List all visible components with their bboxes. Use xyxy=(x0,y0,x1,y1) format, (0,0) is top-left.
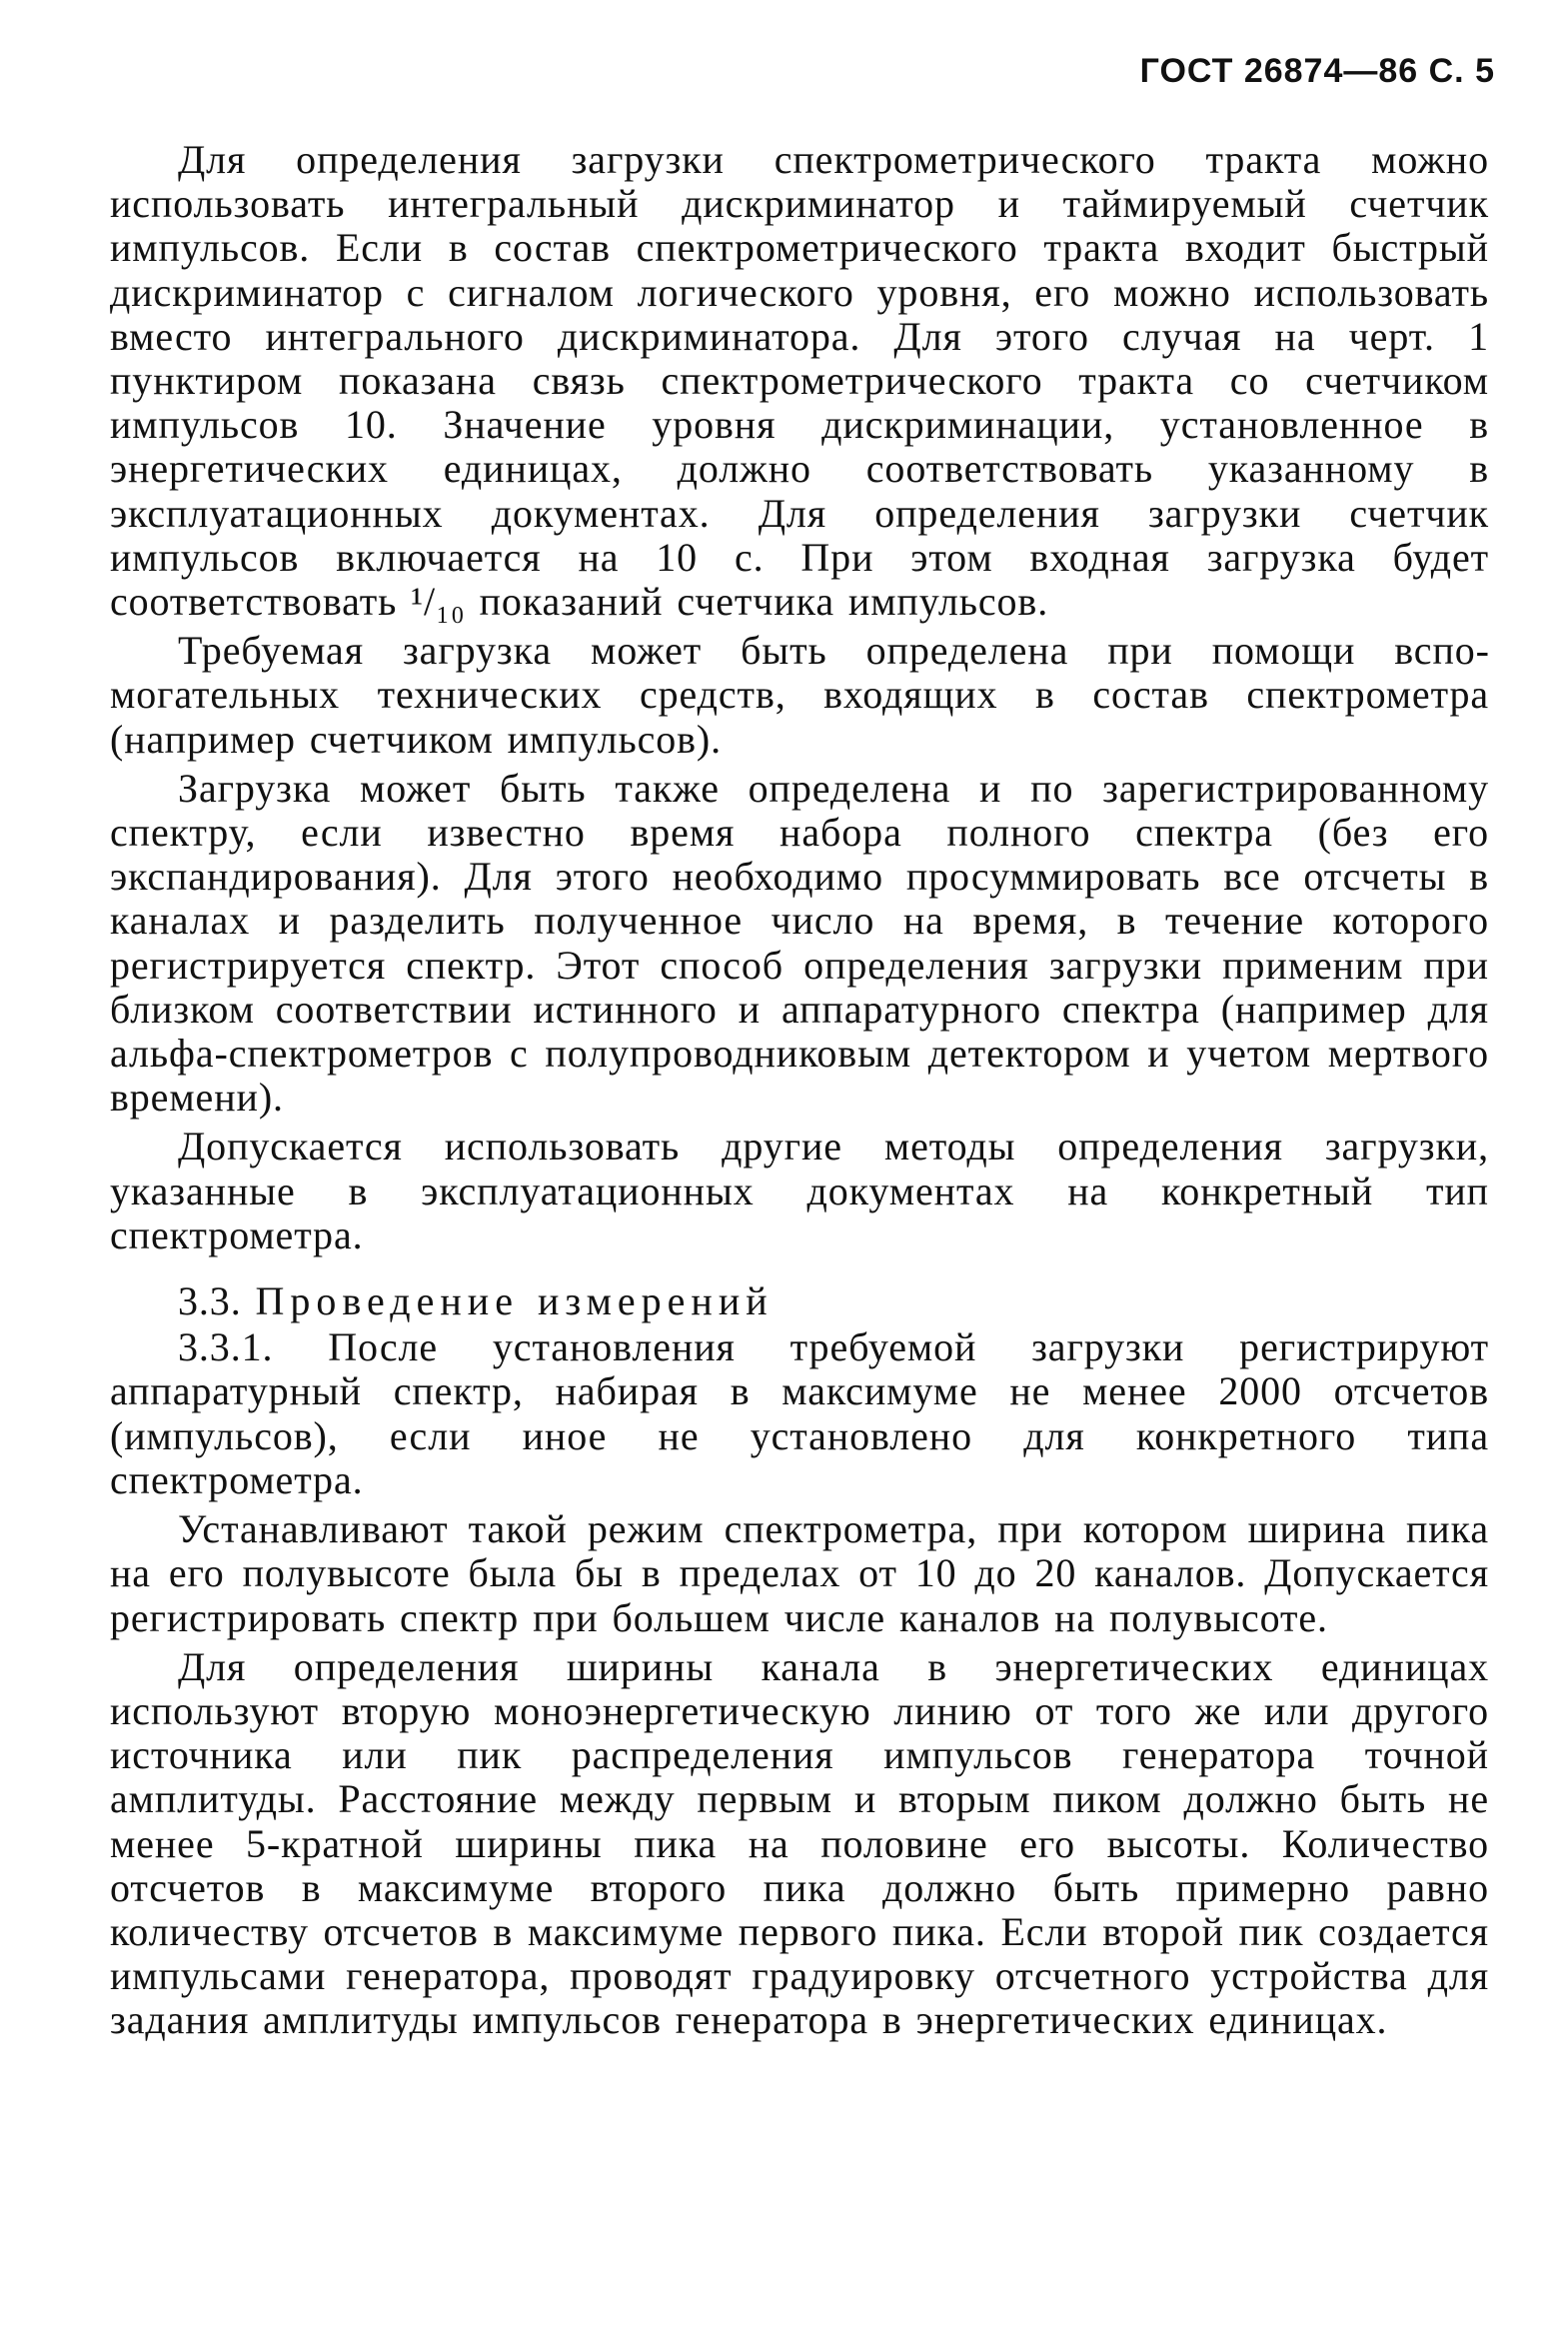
paragraph-required-load: Требуемая загрузка может быть определена при помощи вспомогательных технических средств, входящих в состав спектрометра (например счетчиком импульсов). xyxy=(110,628,1489,762)
paragraph-channel-width: Для определения ширины канала в энергетических единицах используют вторую моноэнергетическую линию от того же или другого источника или пик распределения импульсов генератора точной амплитуды. Расстояние между первым и вторым пиком должно быть не менее 5-кратной ширины пика на половине его высоты. Количество отсчетов в максимуме второго пика должно быть примерно равно количеству отсчетов в максимуме первого пика. Если второй пик создается импульсами генератора, проводят градуировку отсчетного устройства для задания амплитуды импульсов генератора в энергетических единицах. xyxy=(110,1643,1489,2043)
page-header: ГОСТ 26874—86 С. 5 xyxy=(1139,52,1495,90)
paragraph-other-methods: Допускается использовать другие методы определения загрузки, указанные в эксплуатационных документах на конкретный тип спектрометра. xyxy=(110,1124,1489,1257)
paragraph-peak-width: Устанавливают такой режим спектрометра, при котором ширина пика на его полувысоте была бы в пределах от 10 до 20 каналов. Допускается регистрировать спектр при большем числе каналов на полувысоте. xyxy=(110,1506,1489,1640)
section-number: 3.3. xyxy=(178,1278,242,1324)
paragraph-3-3-1: 3.3.1. После установления требуемой загрузки регистрируют аппаратурный спектр, набирая в максимуме не менее 2000 отсчетов (импульсов), если иное не установлено для конкретного типа спектрометра. xyxy=(110,1324,1489,1502)
section-title: Проведение измерений xyxy=(255,1278,774,1324)
document-body xyxy=(110,138,1489,2048)
paragraph-load-from-spectrum: Загрузка может быть также определена и по зарегистрированному спектру, если известно время набора полного спектра (без его экспандирования). Для этого необходимо просуммировать все отсчеты в каналах и разделить полученное число на время, в течение которого регистрируется спектр. Этот способ определения загрузки применим при близком соответствии истинного и аппаратурного спектра (например для альфа-спектрометров с полупроводниковым детектором и учетом мертвого времени). xyxy=(110,765,1489,1121)
paragraph-load-determination: Для определения загрузки спектрометрического тракта можно использовать интегральный дискриминатор и таймируемый счетчик импульсов. Если в состав спектрометрического тракта входит быстрый дискриминатор с сигналом логического уровня, его можно использовать вместо интегрального дискриминатора. Для этого случая на черт. 1 пунктиром показана связь спектрометрического тракта со счетчиком импульсов 10. Значение уровня дискриминации, установленное в энергетических единицах, должно соответствовать указанному в эксплуатационных документах. Для определения загрузки счетчик импульсов включается на 10 с. При этом входная загрузка будет соответствовать ¹/₁₀ показаний счетчика импульсов. xyxy=(110,137,1489,625)
section-heading xyxy=(110,1279,1489,1323)
